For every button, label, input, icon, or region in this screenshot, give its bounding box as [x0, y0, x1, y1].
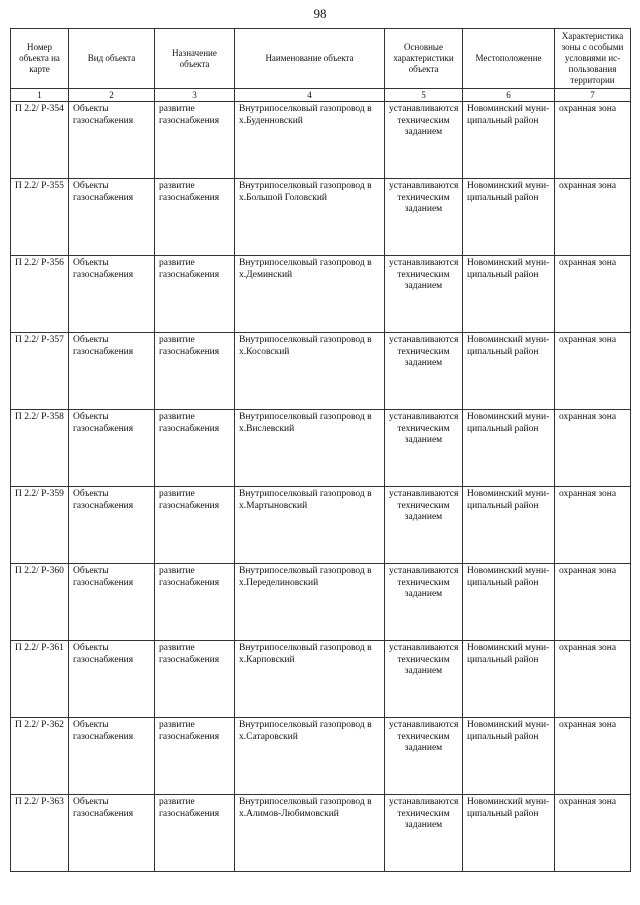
object-location-cell: Новоминский муни-ципальный район	[463, 410, 555, 487]
object-kind-cell: Объекты газоснабжения	[69, 718, 155, 795]
zone-characteristics-cell: охранная зона	[555, 333, 631, 410]
zone-characteristics-cell: охранная зона	[555, 564, 631, 641]
object-name-cell: Внутрипоселковый газопровод в х.Сатаровский	[235, 718, 385, 795]
object-purpose-cell: развитие газоснабжения	[155, 410, 235, 487]
object-number-cell: П 2.2/ Р-362	[11, 718, 69, 795]
table-row	[11, 795, 631, 872]
object-kind-cell: Объекты газоснабжения	[69, 102, 155, 179]
header-object-name: Наименование объекта	[235, 29, 385, 89]
object-kind-cell: Объекты газоснабжения	[69, 641, 155, 718]
object-characteristics-cell: устанавливаются техническим заданием	[385, 795, 463, 872]
object-characteristics-cell: устанавливаются техническим заданием	[385, 256, 463, 333]
zone-characteristics-cell: охранная зона	[555, 641, 631, 718]
object-characteristics-cell: устанавливаются техническим заданием	[385, 410, 463, 487]
objects-table	[10, 28, 631, 872]
object-number-cell: П 2.2/ Р-359	[11, 487, 69, 564]
zone-characteristics-cell: охранная зона	[555, 795, 631, 872]
zone-characteristics-cell: охранная зона	[555, 487, 631, 564]
object-characteristics-cell: устанавливаются техническим заданием	[385, 102, 463, 179]
zone-characteristics-cell: охранная зона	[555, 718, 631, 795]
column-number: 2	[69, 89, 155, 102]
object-kind-cell: Объекты газоснабжения	[69, 179, 155, 256]
object-number-cell: П 2.2/ Р-354	[11, 102, 69, 179]
column-number: 4	[235, 89, 385, 102]
object-number-cell: П 2.2/ Р-363	[11, 795, 69, 872]
object-kind-cell: Объекты газоснабжения	[69, 410, 155, 487]
column-number: 6	[463, 89, 555, 102]
column-number: 3	[155, 89, 235, 102]
table-row	[11, 641, 631, 718]
object-characteristics-cell: устанавливаются техническим заданием	[385, 333, 463, 410]
object-kind-cell: Объекты газоснабжения	[69, 795, 155, 872]
object-purpose-cell: развитие газоснабжения	[155, 564, 235, 641]
object-purpose-cell: развитие газоснабжения	[155, 718, 235, 795]
object-name-cell: Внутрипоселковый газопровод в х.Мартыновский	[235, 487, 385, 564]
zone-characteristics-cell: охранная зона	[555, 410, 631, 487]
object-characteristics-cell: устанавливаются техническим заданием	[385, 718, 463, 795]
header-object-number: Номер объекта на карте	[11, 29, 69, 89]
object-name-cell: Внутрипоселковый газопровод в х.Деминский	[235, 256, 385, 333]
zone-characteristics-cell: охранная зона	[555, 256, 631, 333]
object-purpose-cell: развитие газоснабжения	[155, 256, 235, 333]
column-number: 7	[555, 89, 631, 102]
table-row	[11, 487, 631, 564]
object-number-cell: П 2.2/ Р-360	[11, 564, 69, 641]
object-purpose-cell: развитие газоснабжения	[155, 641, 235, 718]
object-purpose-cell: развитие газоснабжения	[155, 179, 235, 256]
object-characteristics-cell: устанавливаются техническим заданием	[385, 487, 463, 564]
object-name-cell: Внутрипоселковый газопровод в х.Вислевский	[235, 410, 385, 487]
table-header-row	[11, 29, 631, 89]
object-location-cell: Новоминский муни-ципальный район	[463, 333, 555, 410]
object-kind-cell: Объекты газоснабжения	[69, 256, 155, 333]
object-location-cell: Новоминский муни-ципальный район	[463, 102, 555, 179]
object-location-cell: Новоминский муни-ципальный район	[463, 795, 555, 872]
table-row	[11, 333, 631, 410]
header-object-purpose: Назначение объекта	[155, 29, 235, 89]
object-name-cell: Внутрипоселковый газопровод в х.Алимов-Любимовский	[235, 795, 385, 872]
column-number: 1	[11, 89, 69, 102]
object-purpose-cell: развитие газоснабжения	[155, 795, 235, 872]
zone-characteristics-cell: охранная зона	[555, 102, 631, 179]
page-number: 98	[313, 6, 327, 21]
table-row	[11, 179, 631, 256]
object-number-cell: П 2.2/ Р-357	[11, 333, 69, 410]
zone-characteristics-cell: охранная зона	[555, 179, 631, 256]
column-number: 5	[385, 89, 463, 102]
object-characteristics-cell: устанавливаются техническим заданием	[385, 179, 463, 256]
object-location-cell: Новоминский муни-ципальный район	[463, 564, 555, 641]
object-location-cell: Новоминский муни-ципальный район	[463, 718, 555, 795]
object-purpose-cell: развитие газоснабжения	[155, 333, 235, 410]
object-number-cell: П 2.2/ Р-358	[11, 410, 69, 487]
table-row	[11, 718, 631, 795]
table-row	[11, 410, 631, 487]
header-location: Местоположение	[463, 29, 555, 89]
object-location-cell: Новоминский муни-ципальный район	[463, 256, 555, 333]
object-location-cell: Новоминский муни-ципальный район	[463, 641, 555, 718]
object-kind-cell: Объекты газоснабжения	[69, 564, 155, 641]
table-row	[11, 102, 631, 179]
object-purpose-cell: развитие газоснабжения	[155, 102, 235, 179]
object-number-cell: П 2.2/ Р-356	[11, 256, 69, 333]
object-location-cell: Новоминский муни-ципальный район	[463, 487, 555, 564]
object-name-cell: Внутрипоселковый газопровод в х.Карповский	[235, 641, 385, 718]
object-location-cell: Новоминский муни-ципальный район	[463, 179, 555, 256]
object-characteristics-cell: устанавливаются техническим заданием	[385, 564, 463, 641]
header-zone-characteristics: Характеристика зоны с особыми условиями ис-пользования территории	[555, 29, 631, 89]
object-name-cell: Внутрипоселковый газопровод в х.Косовский	[235, 333, 385, 410]
table-row	[11, 256, 631, 333]
object-number-cell: П 2.2/ Р-355	[11, 179, 69, 256]
object-kind-cell: Объекты газоснабжения	[69, 333, 155, 410]
table-row	[11, 564, 631, 641]
object-characteristics-cell: устанавливаются техническим заданием	[385, 641, 463, 718]
object-name-cell: Внутрипоселковый газопровод в х.Буденновский	[235, 102, 385, 179]
header-object-kind: Вид объекта	[69, 29, 155, 89]
object-number-cell: П 2.2/ Р-361	[11, 641, 69, 718]
object-purpose-cell: развитие газоснабжения	[155, 487, 235, 564]
object-name-cell: Внутрипоселковый газопровод в х.Большой Головский	[235, 179, 385, 256]
header-object-characteristics: Основные характеристики объекта	[385, 29, 463, 89]
object-name-cell: Внутрипоселковый газопровод в х.Переделиновский	[235, 564, 385, 641]
object-kind-cell: Объекты газоснабжения	[69, 487, 155, 564]
column-number-row	[11, 89, 631, 102]
